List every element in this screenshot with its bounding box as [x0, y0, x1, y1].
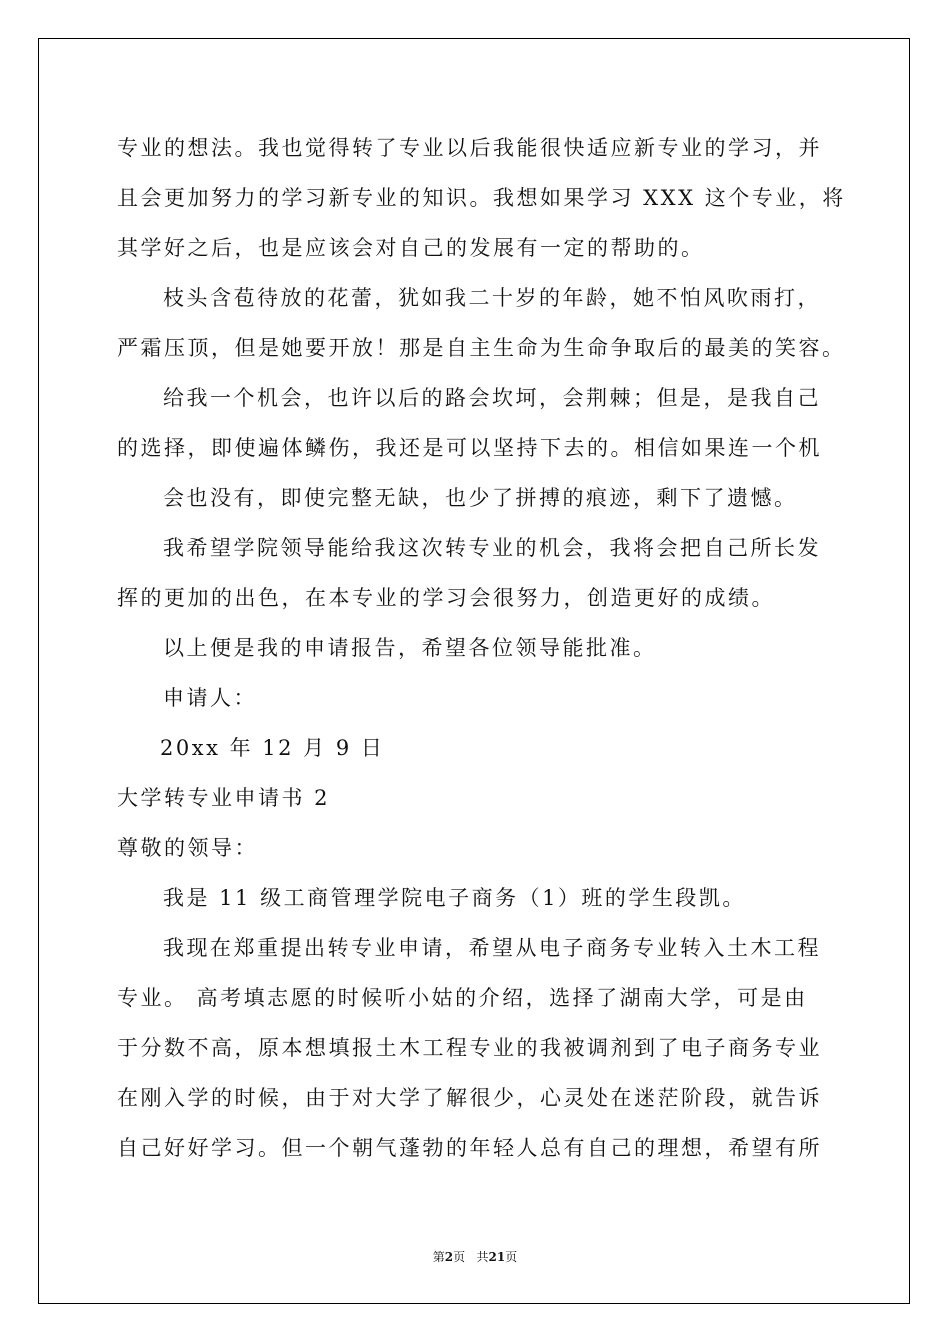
body-line-1: 专业的想法。我也觉得转了专业以后我能很快适应新专业的学习，并	[117, 136, 822, 160]
signature-label: 申请人：	[163, 686, 257, 710]
body-line-18: 专业。 高考填志愿的时候听小姑的介绍，选择了湖南大学，可是由	[117, 986, 808, 1010]
body-line-9: 我希望学院领导能给我这次转专业的机会，我将会把自己所长发	[163, 536, 821, 560]
body-line-16: 我是 11 级工商管理学院电子商务（1）班的学生段凯。	[163, 886, 746, 910]
body-line-6: 给我一个机会，也许以后的路会坎坷，会荆棘；但是，是我自己	[163, 386, 821, 410]
section-title: 大学转专业申请书 2	[117, 786, 331, 810]
body-line-21: 自己好好学习。但一个朝气蓬勃的年轻人总有自己的理想，希望有所	[117, 1136, 822, 1160]
salutation: 尊敬的领导：	[117, 836, 258, 860]
footer-prefix: 第	[432, 1250, 445, 1264]
body-line-8: 会也没有，即使完整无缺，也少了拼搏的痕迹，剩下了遗憾。	[163, 486, 798, 510]
body-line-10: 挥的更加的出色，在本专业的学习会很努力，创造更好的成绩。	[117, 586, 775, 610]
date-line: 20xx 年 12 月 9 日	[160, 736, 385, 760]
body-line-19: 于分数不高，原本想填报土木工程专业的我被调剂到了电子商务专业	[117, 1036, 822, 1060]
footer-mid: 页 共	[453, 1250, 489, 1264]
body-line-3: 其学好之后，也是应该会对自己的发展有一定的帮助的。	[117, 236, 705, 260]
body-line-7: 的选择，即使遍体鳞伤，我还是可以坚持下去的。相信如果连一个机	[117, 436, 822, 460]
footer-suffix: 页	[505, 1250, 518, 1264]
page-footer	[0, 1248, 950, 1265]
body-line-11: 以上便是我的申请报告，希望各位领导能批准。	[163, 636, 657, 660]
body-line-4: 枝头含苞待放的花蕾，犹如我二十岁的年龄，她不怕风吹雨打，	[163, 286, 821, 310]
footer-total-pages: 21	[488, 1250, 506, 1264]
footer-page-number: 2	[444, 1250, 454, 1264]
body-line-17: 我现在郑重提出转专业申请，希望从电子商务专业转入土木工程	[163, 936, 821, 960]
body-line-2: 且会更加努力的学习新专业的知识。我想如果学习 XXX 这个专业，将	[117, 186, 846, 210]
body-line-5: 严霜压顶，但是她要开放！那是自主生命为生命争取后的最美的笑容。	[117, 336, 846, 360]
body-line-20: 在刚入学的时候，由于对大学了解很少，心灵处在迷茫阶段，就告诉	[117, 1086, 822, 1110]
page-border	[38, 38, 910, 1304]
